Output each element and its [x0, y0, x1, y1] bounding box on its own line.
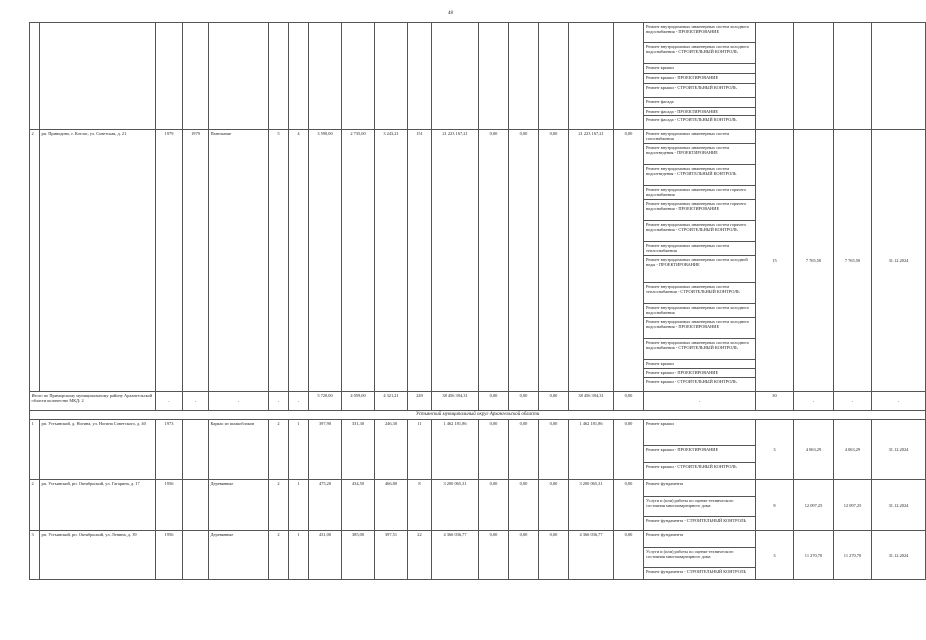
- work-item: Ремонт внутридомовых инженерных систем теплоснабжения: [644, 242, 756, 256]
- table-row: 3 рп. Устьянский, рп. Октябрьский, ул. Ленина, д. 39 1956 Деревянные 2 1 431,00 385,00 397,51 22 4 366 036,77 0,00 0,00 0,00 4 366 036,77 0,00 Ремонт фундамента 3 11 270,70 11 270,70 31.12.2024: [30, 531, 926, 548]
- page-number: 48: [448, 11, 453, 16]
- work-item: Ремонт внутридомовых инженерных систем холодного водоснабжения - СТРОИТЕЛЬНЫЙ КОНТРОЛЬ: [644, 43, 756, 64]
- work-item: Ремонт фундамента - СТРОИТЕЛЬНЫЙ КОНТРОЛЬ: [644, 568, 756, 580]
- work-item: Ремонт внутридомовых инженерных систем водоотведения - СТРОИТЕЛЬНЫЙ КОНТРОЛЬ: [644, 165, 756, 186]
- work-item: Ремонт фасада - ПРОЕКТИРОВАНИЕ: [644, 108, 756, 116]
- row-number: 2: [30, 130, 40, 392]
- limit-cost: 7 765,50: [834, 130, 872, 392]
- address: рп. Приводино, г. Котлас, ул. Советская, д. 21: [40, 130, 156, 392]
- table-row: 1 рп. Устьянский, д. Ногина, ул. Ногина Советского, д. 40 1973 Каркас из шлакоблоков 2 1 397,90 331,30 246,30 11 1 462 181,86 0,00 0,00 0,00 1 462 181,86 0,00 Ремонт крыши 3 4 063,29 4 063,29 31.12.2024: [30, 420, 926, 446]
- work-item: Ремонт внутридомовых инженерных систем горячего водоснабжения - ПРОЕКТИРОВАНИЕ: [644, 200, 756, 221]
- work-item: Услуги и (или) работы по оценке технического состояния многоквартирного дома: [644, 497, 756, 517]
- work-item: Ремонт фундамента - СТРОИТЕЛЬНЫЙ КОНТРОЛЬ: [644, 517, 756, 531]
- work-item: Услуги и (или) работы по оценке технического состояния многоквартирного дома: [644, 548, 756, 568]
- work-item: Ремонт крыши - СТРОИТЕЛЬНЫЙ КОНТРОЛЬ: [644, 84, 756, 98]
- deadline: 31.12.2024: [872, 130, 926, 392]
- work-item: Ремонт крыши - СТРОИТЕЛЬНЫЙ КОНТРОЛЬ: [644, 378, 756, 392]
- table-row: 2 рп. Устьянский, рп. Октябрьский, ул. Гагарина, д. 17 1956 Деревянные 2 1 475,20 434,50 466,80 8 3 200 065,31 0,00 0,00 0,00 3 200 065,31 0,00 Ремонт фундамента 8 12 097,25 12 097,25 31.12.2024: [30, 480, 926, 497]
- work-item: Ремонт внутридомовых инженерных систем теплоснабжения - СТРОИТЕЛЬНЫЙ КОНТРОЛЬ: [644, 283, 756, 304]
- address: рп. Устьянский, рп. Октябрьский, ул. Гагарина, д. 17: [40, 480, 156, 531]
- total-label: Итого по Приморскому муниципальному району Архангельской области количество МКД: 2: [30, 392, 156, 411]
- wall-material: Деревянные: [209, 480, 269, 531]
- work-item: Ремонт крыши: [644, 360, 756, 369]
- work-item: Ремонт внутридомовых инженерных систем холодного водоснабжения - ПРОЕКТИРОВАНИЕ: [644, 23, 756, 43]
- work-item: Ремонт внутридомовых инженерных систем холодной воды - ПРОЕКТИРОВАНИЕ: [644, 256, 756, 283]
- work-item: Ремонт фасада: [644, 98, 756, 108]
- term: 15: [756, 130, 794, 392]
- work-item: Ремонт внутридомовых инженерных систем горячего водоснабжения - СТРОИТЕЛЬНЫЙ КОНТРОЛЬ: [644, 221, 756, 242]
- work-item: Ремонт фасада - СТРОИТЕЛЬНЫЙ КОНТРОЛЬ: [644, 116, 756, 130]
- wall-material: Каркас из шлакоблоков: [209, 420, 269, 480]
- work-item: Ремонт крыши - ПРОЕКТИРОВАНИЕ: [644, 369, 756, 378]
- capital-repair-table: [29, 22, 926, 580]
- work-item: Ремонт внутридомовых инженерных систем горячего водоснабжения: [644, 186, 756, 200]
- address: рп. Устьянский, рп. Октябрьский, ул. Ленина, д. 39: [40, 531, 156, 580]
- work-item: Ремонт внутридомовых инженерных систем газоснабжения: [644, 130, 756, 144]
- unit-cost: 7 765,50: [794, 130, 834, 392]
- work-item: Ремонт крыши - ПРОЕКТИРОВАНИЕ: [644, 74, 756, 84]
- wall-material: Панельные: [209, 130, 269, 392]
- wall-material: Деревянные: [209, 531, 269, 580]
- work-item: Ремонт крыши: [644, 64, 756, 74]
- work-item: Ремонт крыши - ПРОЕКТИРОВАНИЕ: [644, 446, 756, 463]
- total-row: Итого по Приморскому муниципальному району Архангельской области количество МКД: 2 - - - - - 5 720,00 4 059,00 4 321,21 249 38 456 394,31 0,00 0,00 0,00 38 456 394,31 0,00 - 30 - - -: [30, 392, 926, 411]
- work-item: Ремонт внутридомовых инженерных систем холодного водоснабжения - СТРОИТЕЛЬНЫЙ КОНТРОЛЬ: [644, 339, 756, 360]
- work-item: Ремонт крыши: [644, 420, 756, 446]
- work-item: Ремонт фундамента: [644, 531, 756, 548]
- work-item: Ремонт внутридомовых инженерных систем холодного водоснабжения: [644, 304, 756, 318]
- total-cost: 21 223 167,21: [432, 130, 479, 392]
- work-item: Ремонт внутридомовых инженерных систем холодного водоснабжения - ПРОЕКТИРОВАНИЕ: [644, 318, 756, 339]
- work-item: Ремонт крыши - СТРОИТЕЛЬНЫЙ КОНТРОЛЬ: [644, 463, 756, 480]
- table-row: 2 рп. Приводино, г. Котлас, ул. Советская, д. 21 1979 1979 Панельные 5 4 3 590,00 2 735,00 3 243,21 151 21 223 167,21 0,00 0,00 0,00 21 223 167,21 0,00 Ремонт внутридомовых инженерных систем газоснабжения 15 7 765,50 7 765,50 31.12.2024: [30, 130, 926, 144]
- work-item: Ремонт фундамента: [644, 480, 756, 497]
- table-row: [30, 23, 926, 43]
- address: рп. Устьянский, д. Ногина, ул. Ногина Советского, д. 40: [40, 420, 156, 480]
- section-banner: Устьянский муниципальный округ Архангельской области: [30, 411, 926, 420]
- work-item: Ремонт внутридомовых инженерных систем водоотведения - ПРОЕКТИРОВАНИЕ: [644, 144, 756, 165]
